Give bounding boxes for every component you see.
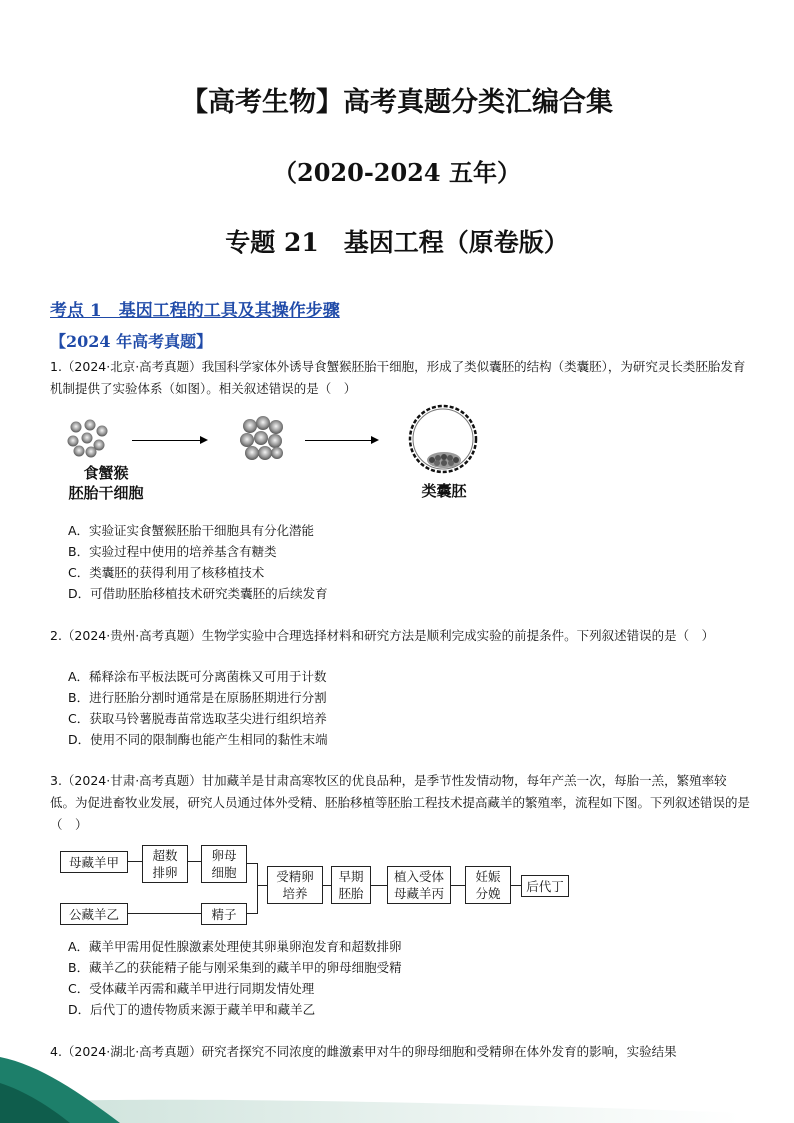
option-c: C．获取马铃薯脱毒苗常选取茎尖进行组织培养 (68, 711, 327, 726)
option-a: A．实验证实食蟹猴胚胎干细胞具有分化潜能 (68, 523, 315, 538)
label-embryonic-stem-cells: 胚胎干细胞 (68, 484, 144, 502)
option-d: D．后代丁的遗传物质来源于藏羊甲和藏羊乙 (68, 1002, 316, 1017)
flow-early-embryo: 早期 胚胎 (331, 866, 371, 904)
flow-offspring: 后代丁 (521, 875, 569, 897)
year-heading: 【2024 年高考真题】 (50, 332, 213, 351)
option-b: B．实验过程中使用的培养基含有糖类 (68, 544, 277, 559)
label-crab-eating-macaque: 食蟹猴 (83, 464, 129, 482)
option-a: A．稀释涂布平板法既可分离菌株又可用于计数 (68, 669, 327, 684)
option-c: C．类囊胚的获得利用了核移植技术 (68, 565, 265, 580)
option-b: B．进行胚胎分割时通常是在原肠胚期进行分割 (68, 690, 327, 705)
arrow-1 (132, 440, 206, 441)
flow-superovulation: 超数 排卵 (142, 845, 188, 883)
flow-oocyte: 卵母 细胞 (201, 845, 247, 883)
document-title: 【高考生物】高考真题分类汇编合集 (181, 87, 613, 118)
question-2-text: 2.（2024·贵州·高考真题）生物学实验中合理选择材料和研究方法是顺利完成实验的前提条件。下列叙述错误的是（ ） (50, 628, 715, 643)
section-heading: 考点 1 基因工程的工具及其操作步骤 (50, 301, 340, 321)
question-3-options (68, 936, 402, 1020)
option-d: D．可借助胚胎移植技术研究类囊胚的后续发育 (68, 586, 328, 601)
flow-fertilized-egg-culture: 受精卵 培养 (267, 866, 323, 904)
flow-sperm: 精子 (201, 903, 247, 925)
arrow-2 (305, 440, 377, 441)
footer-decoration (0, 1043, 794, 1123)
question-1-options (68, 520, 328, 604)
flow-pregnancy-delivery: 妊娠 分娩 (465, 866, 511, 904)
option-d: D．使用不同的限制酶也能产生相同的黏性末端 (68, 732, 328, 747)
label-blastoid: 类囊胚 (421, 482, 467, 500)
stem-cells-image (66, 418, 110, 458)
option-c: C．受体藏羊丙需和藏羊甲进行同期发情处理 (68, 981, 315, 996)
cell-aggregate-image (238, 414, 288, 464)
blastoid-image (404, 402, 482, 476)
option-a: A．藏羊甲需用促性腺激素处理使其卵巢卵泡发育和超数排卵 (68, 939, 402, 954)
flow-transfer-recipient: 植入受体 母藏羊丙 (387, 866, 451, 904)
flow-ram-b: 公藏羊乙 (60, 903, 128, 925)
document-years: （2020-2024 五年） (273, 158, 521, 187)
flow-ewe-a: 母藏羊甲 (60, 851, 128, 873)
document-topic: 专题 21 基因工程（原卷版） (225, 228, 569, 257)
question-2-options (68, 666, 328, 750)
question-4-text: 4.（2024·湖北·高考真题）研究者探究不同浓度的雌激素甲对牛的卵母细胞和受精卵在体外发育的影响，实验结果 (50, 1044, 677, 1059)
option-b: B．藏羊乙的获能精子能与刚采集到的藏羊甲的卵母细胞受精 (68, 960, 402, 975)
question-1-text: 1.（2024·北京·高考真题）我国科学家体外诱导食蟹猴胚胎干细胞，形成了类似囊胚的结构（类囊胚），为研究灵长类胚胎发育机制提供了实验体系（如图）。相关叙述错误的是（ ） (50, 359, 746, 396)
question-3-text: 3.（2024·甘肃·高考真题）甘加藏羊是甘肃高寒牧区的优良品种，是季节性发情动物，每年产羔一次，每胎一羔，繁殖率较低。为促进畜牧业发展，研究人员通过体外受精、胚胎移植等胚胎工程技术提高藏羊的繁殖率，流程如下图。下列叙述错误的是（ ） (50, 773, 751, 832)
